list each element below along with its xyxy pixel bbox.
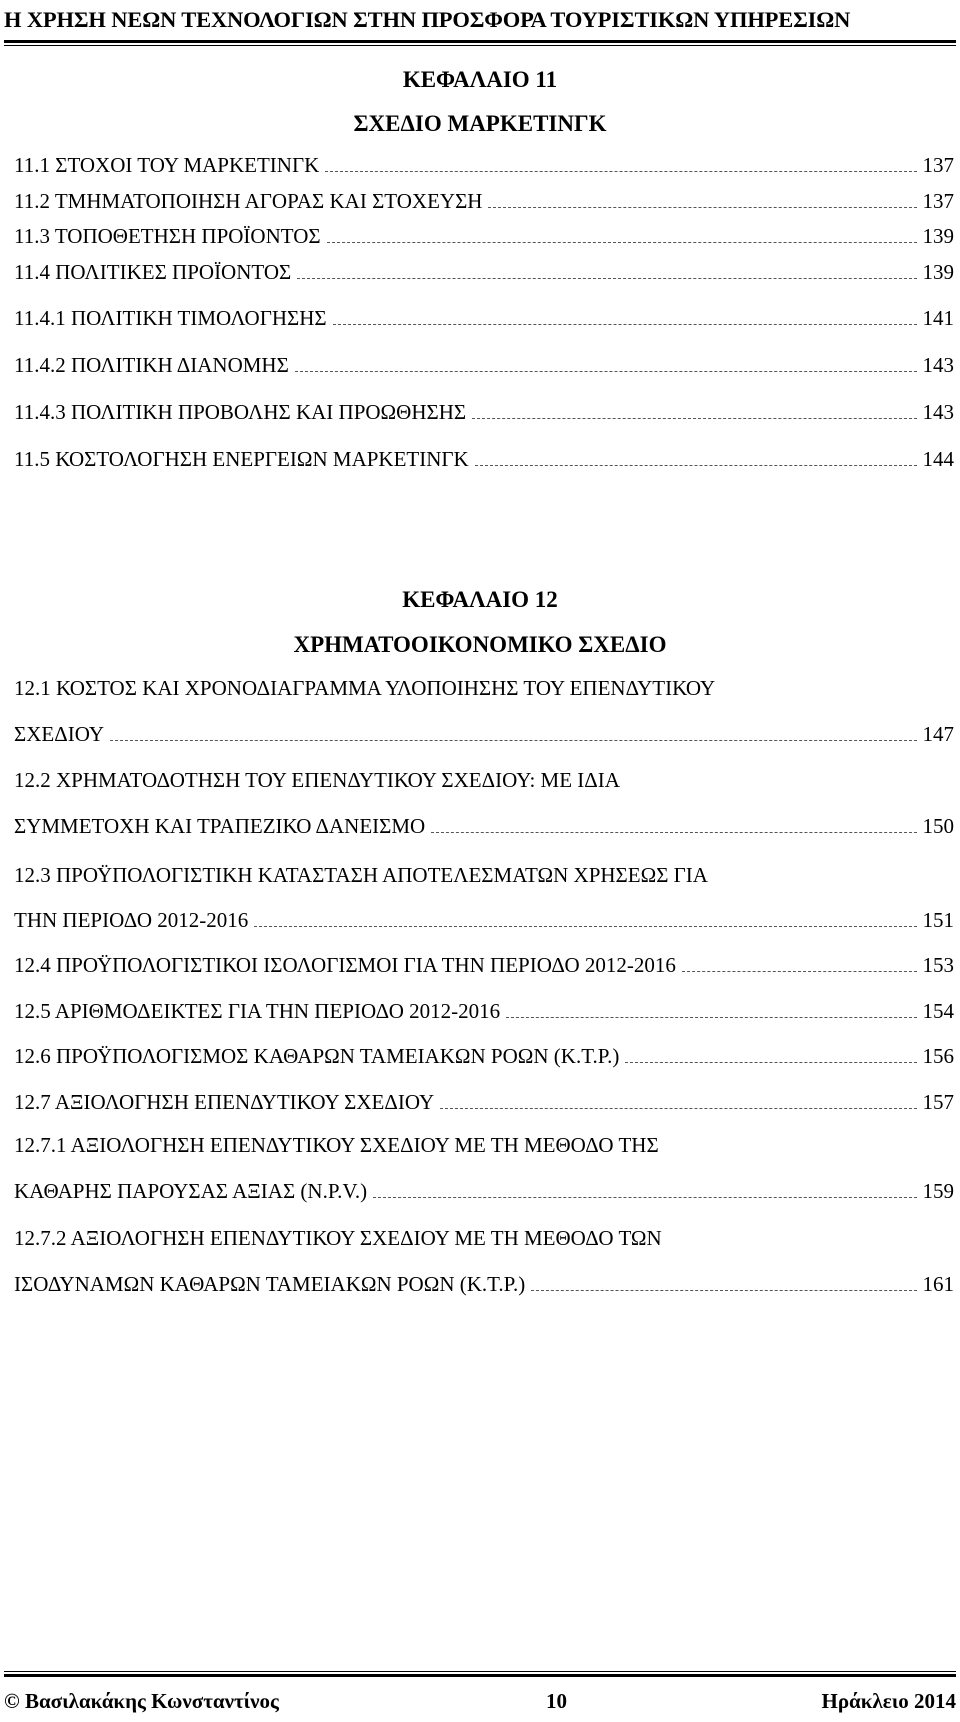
toc-leader <box>488 207 916 208</box>
header-rule-thin <box>4 45 956 46</box>
toc-entry-12-7-1-line1: 12.7.1 ΑΞΙΟΛΟΓΗΣΗ ΕΠΕΝΔΥΤΙΚΟΥ ΣΧΕΔΙΟΥ ΜΕ ΤΗ ΜΕΘΟΔΟ ΤΗΣ <box>14 1133 659 1157</box>
toc-leader <box>254 926 916 927</box>
toc-entry-label: ΤΗΝ ΠΕΡΙΟΔΟ 2012-2016 <box>14 908 249 932</box>
toc-page-number: 137 <box>922 153 954 177</box>
toc-leader <box>325 171 916 172</box>
toc-page-number: 157 <box>922 1090 954 1114</box>
toc-entry-12-7-1[interactable] <box>14 1172 954 1206</box>
toc-page-number: 159 <box>922 1179 954 1203</box>
toc-entry-12-7[interactable] <box>14 1083 954 1117</box>
toc-page-number: 147 <box>922 722 954 746</box>
toc-entry-11-2[interactable] <box>14 182 954 216</box>
toc-leader <box>110 740 917 741</box>
page-footer <box>4 1686 956 1718</box>
toc-entry-label: 12.5 ΑΡΙΘΜΟΔΕΙΚΤΕΣ ΓΙΑ ΤΗΝ ΠΕΡΙΟΔΟ 2012-2016 <box>14 999 501 1023</box>
toc-page-number: 151 <box>922 908 954 932</box>
toc-leader <box>682 971 917 972</box>
footer-page-number: 10 <box>546 1689 567 1713</box>
chapter-12-title: ΧΡΗΜΑΤΟΟΙΚΟΝΟΜΙΚΟ ΣΧΕΔΙΟ <box>293 632 667 657</box>
toc-entry-label: 11.4.1 ΠΟΛΙΤΙΚΗ ΤΙΜΟΛΟΓΗΣΗΣ <box>14 306 327 330</box>
toc-entry-12-2[interactable] <box>14 807 954 841</box>
toc-entry-label: 11.2 ΤΜΗΜΑΤΟΠΟΙΗΣΗ ΑΓΟΡΑΣ ΚΑΙ ΣΤΟΧΕΥΣΗ <box>14 189 483 213</box>
footer-rule-thick <box>4 1674 956 1677</box>
toc-leader <box>373 1197 916 1198</box>
toc-page-number: 143 <box>922 353 954 377</box>
toc-page-number: 156 <box>922 1044 954 1068</box>
toc-entry-12-4[interactable] <box>14 946 954 980</box>
toc-leader <box>295 371 917 372</box>
toc-entry-11-4-3[interactable] <box>14 393 954 427</box>
toc-page-number: 141 <box>922 306 954 330</box>
toc-entry-label: 12.4 ΠΡΟΫΠΟΛΟΓΙΣΤΙΚΟΙ ΙΣΟΛΟΓΙΣΜΟΙ ΓΙΑ ΤΗΝ ΠΕΡΙΟΔΟ 2012-2016 <box>14 953 676 977</box>
toc-entry-12-5[interactable] <box>14 992 954 1026</box>
toc-entry-label: ΣΧΕΔΙΟΥ <box>14 722 104 746</box>
toc-entry-12-2-line1: 12.2 ΧΡΗΜΑΤΟΔΟΤΗΣΗ ΤΟΥ ΕΠΕΝΔΥΤΙΚΟΥ ΣΧΕΔΙΟΥ: ΜΕ ΙΔΙΑ <box>14 768 620 792</box>
chapter-12-number: ΚΕΦΑΛΑΙΟ 12 <box>402 587 558 612</box>
footer-place-date: Ηράκλειο 2014 <box>821 1689 956 1713</box>
toc-leader <box>531 1290 916 1291</box>
toc-entry-11-3[interactable] <box>14 217 954 251</box>
toc-entry-12-3-line1: 12.3 ΠΡΟΫΠΟΛΟΓΙΣΤΙΚΗ ΚΑΤΑΣΤΑΣΗ ΑΠΟΤΕΛΕΣΜΑΤΩΝ ΧΡΗΣΕΩΣ ΓΙΑ <box>14 863 708 887</box>
toc-entry-12-1-line1: 12.1 ΚΟΣΤΟΣ ΚΑΙ ΧΡΟΝΟΔΙΑΓΡΑΜΜΑ ΥΛΟΠΟΙΗΣΗΣ ΤΟΥ ΕΠΕΝΔΥΤΙΚΟΥ <box>14 676 716 700</box>
toc-entry-label: ΚΑΘΑΡΗΣ ΠΑΡΟΥΣΑΣ ΑΞΙΑΣ (N.P.V.) <box>14 1179 368 1203</box>
toc-leader <box>472 418 916 419</box>
toc-entry-11-5[interactable] <box>14 440 954 474</box>
toc-entry-12-6[interactable] <box>14 1037 954 1071</box>
footer-author: © Βασιλακάκης Κωνσταντίνος <box>4 1689 279 1713</box>
running-header: Η ΧΡΗΣΗ ΝΕΩΝ ΤΕΧΝΟΛΟΓΙΩΝ ΣΤΗΝ ΠΡΟΣΦΟΡΑ ΤΟΥΡΙΣΤΙΚΩΝ ΥΠΗΡΕΣΙΩΝ <box>4 7 851 32</box>
toc-leader <box>475 465 917 466</box>
toc-entry-11-4-1[interactable] <box>14 299 954 333</box>
toc-entry-label: 11.1 ΣΤΟΧΟΙ ΤΟΥ ΜΑΡΚΕΤΙΝΓΚ <box>14 153 320 177</box>
toc-entry-12-7-2[interactable] <box>14 1265 954 1299</box>
toc-leader <box>431 832 916 833</box>
footer-rule-thin <box>4 1671 956 1672</box>
toc-entry-11-1[interactable] <box>14 146 954 180</box>
toc-entry-12-1[interactable] <box>14 715 954 749</box>
toc-entry-label: 11.4.2 ΠΟΛΙΤΙΚΗ ΔΙΑΝΟΜΗΣ <box>14 353 289 377</box>
toc-page-number: 154 <box>922 999 954 1023</box>
toc-entry-11-4-2[interactable] <box>14 346 954 380</box>
toc-entry-12-7-2-line1: 12.7.2 ΑΞΙΟΛΟΓΗΣΗ ΕΠΕΝΔΥΤΙΚΟΥ ΣΧΕΔΙΟΥ ΜΕ ΤΗ ΜΕΘΟΔΟ ΤΩΝ <box>14 1226 662 1250</box>
toc-entry-label: 12.7 ΑΞΙΟΛΟΓΗΣΗ ΕΠΕΝΔΥΤΙΚΟΥ ΣΧΕΔΙΟΥ <box>14 1090 435 1114</box>
toc-leader <box>327 242 917 243</box>
toc-page-number: 139 <box>922 224 954 248</box>
toc-leader <box>625 1062 916 1063</box>
toc-entry-label: 11.4 ΠΟΛΙΤΙΚΕΣ ΠΡΟΪΟΝΤΟΣ <box>14 260 292 284</box>
toc-entry-label: 11.5 ΚΟΣΤΟΛΟΓΗΣΗ ΕΝΕΡΓΕΙΩΝ ΜΑΡΚΕΤΙΝΓΚ <box>14 447 469 471</box>
chapter-11-title: ΣΧΕΔΙΟ ΜΑΡΚΕΤΙΝΓΚ <box>353 111 607 136</box>
toc-entry-11-4[interactable] <box>14 253 954 287</box>
toc-entry-label: 11.3 ΤΟΠΟΘΕΤΗΣΗ ΠΡΟΪΟΝΤΟΣ <box>14 224 321 248</box>
toc-page-number: 143 <box>922 400 954 424</box>
toc-leader <box>297 278 916 279</box>
toc-page-number: 144 <box>922 447 954 471</box>
toc-entry-label: 11.4.3 ΠΟΛΙΤΙΚΗ ΠΡΟΒΟΛΗΣ ΚΑΙ ΠΡΟΩΘΗΣΗΣ <box>14 400 467 424</box>
toc-entry-label: ΣΥΜΜΕΤΟΧΗ ΚΑΙ ΤΡΑΠΕΖΙΚΟ ΔΑΝΕΙΣΜΟ <box>14 814 426 838</box>
toc-page-number: 139 <box>922 260 954 284</box>
toc-entry-12-3[interactable] <box>14 901 954 935</box>
chapter-11-number: ΚΕΦΑΛΑΙΟ 11 <box>402 67 558 92</box>
header-rule-thick <box>4 40 956 43</box>
toc-leader <box>333 324 917 325</box>
toc-page-number: 137 <box>922 189 954 213</box>
toc-entry-label: 12.6 ΠΡΟΫΠΟΛΟΓΙΣΜΟΣ ΚΑΘΑΡΩΝ ΤΑΜΕΙΑΚΩΝ ΡΟΩΝ (Κ.Τ.Ρ.) <box>14 1044 620 1068</box>
toc-page-number: 150 <box>922 814 954 838</box>
toc-page-number: 153 <box>922 953 954 977</box>
toc-leader <box>506 1017 916 1018</box>
toc-leader <box>440 1108 916 1109</box>
toc-page-number: 161 <box>922 1272 954 1296</box>
toc-entry-label: ΙΣΟΔΥΝΑΜΩΝ ΚΑΘΑΡΩΝ ΤΑΜΕΙΑΚΩΝ ΡΟΩΝ (Κ.Τ.Ρ.) <box>14 1272 526 1296</box>
